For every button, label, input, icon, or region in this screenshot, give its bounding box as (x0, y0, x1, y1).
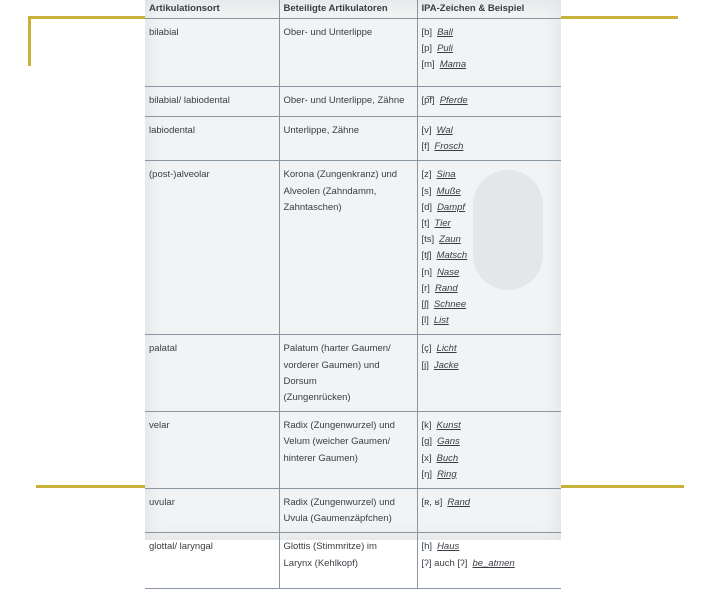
example-word: Kunst (436, 420, 461, 432)
table-row (145, 19, 561, 87)
example-word: Rand (434, 282, 458, 294)
table-row (145, 412, 561, 489)
example-word: Tier (434, 218, 451, 230)
example-word: Ball (437, 27, 453, 38)
place-cell: bilabial/ labiodental (145, 87, 279, 117)
articulators-cell (279, 335, 417, 412)
ipa-example-cell (417, 489, 561, 533)
ipa-symbol: [m] (421, 59, 435, 71)
table-body (145, 19, 561, 589)
table-row (145, 335, 561, 412)
ipa-example (422, 556, 558, 572)
ipa-example (422, 57, 558, 73)
ipa-symbol: [tʃ] (421, 250, 432, 262)
ipa-example-cell (417, 87, 561, 117)
example-word: Buch (436, 452, 459, 464)
ipa-example (422, 467, 558, 483)
ipa-symbol: [v] (421, 125, 432, 136)
example-word: Wal (436, 125, 453, 136)
slide-bottom-rule-right (560, 485, 684, 488)
ipa-symbol: [f] (421, 141, 430, 153)
ipa-example (422, 451, 558, 467)
ipa-symbol: [r] (421, 282, 430, 294)
articulators-line: Radix (Zungenwurzel) und (283, 420, 395, 432)
articulators-line: Palatum (harter Gaumen/ (283, 343, 391, 355)
place-cell: labiodental (145, 117, 279, 161)
articulators-cell (279, 117, 417, 161)
ipa-example (422, 539, 558, 555)
table-row (145, 533, 561, 589)
ipa-example (422, 265, 558, 281)
ipa-example (422, 200, 558, 216)
ipa-example (422, 184, 558, 200)
ipa-example (422, 139, 558, 155)
slide-bottom-rule-left (36, 485, 148, 488)
example-word: Licht (436, 343, 457, 355)
example-word: Zaun (439, 234, 461, 246)
ipa-example (422, 93, 558, 109)
articulators-line: Ober- und Unterlippe, Zähne (283, 95, 405, 106)
header-articulators: Beteiligte Artikulatoren (279, 0, 417, 19)
scanned-document (145, 0, 561, 569)
articulators-line: Korona (Zungenkranz) und (283, 169, 398, 181)
ipa-symbol: [k] (421, 420, 432, 432)
ipa-symbol: [s] (421, 185, 432, 197)
example-word: Rand (447, 497, 471, 509)
ipa-example (422, 341, 558, 357)
table-row (145, 161, 561, 335)
articulators-line: Zahntaschen) (283, 201, 342, 213)
ipa-symbol: [x] (421, 452, 432, 464)
example-word: Dampf (437, 201, 466, 213)
articulators-line: (Zungenrücken) (283, 392, 351, 404)
ipa-example (422, 248, 558, 264)
articulators-cell (279, 489, 417, 533)
ipa-symbol: [ts] (421, 234, 435, 246)
ipa-example (422, 232, 558, 248)
ipa-example-cell (417, 117, 561, 161)
articulators-line: Radix (Zungenwurzel) und (283, 497, 395, 509)
place-cell: uvular (145, 489, 279, 533)
ipa-example (422, 297, 558, 313)
example-word: Jacke (433, 359, 459, 371)
articulators-line: vorderer Gaumen) und Dorsum (283, 359, 380, 387)
example-word: Puli (437, 43, 453, 55)
articulators-cell (279, 19, 417, 87)
ipa-example (422, 313, 558, 329)
ipa-example (422, 167, 558, 183)
ipa-symbol: [p͡f] (421, 95, 435, 106)
ipa-symbol: [b] (421, 27, 433, 38)
ipa-symbol: [ʀ, ʁ] (421, 497, 443, 509)
example-word: Schnee (433, 299, 467, 311)
ipa-symbol: [g] (421, 436, 433, 448)
header-ipa-example: IPA-Zeichen & Beispiel (417, 0, 561, 19)
example-word: Ring (437, 468, 457, 480)
articulators-line: hinterer Gaumen) (283, 452, 358, 464)
ipa-example-cell (417, 335, 561, 412)
example-word: Nase (437, 266, 460, 278)
example-word: Muße (436, 185, 461, 197)
ipa-example (422, 25, 558, 41)
articulators-line: Uvula (Gaumenzäpfchen) (283, 513, 392, 525)
ipa-symbol: [l] (421, 315, 429, 327)
ipa-example (422, 216, 558, 232)
ipa-symbol: [ʃ] (421, 299, 429, 311)
table-row (145, 117, 561, 161)
ipa-example-cell (417, 19, 561, 87)
ipa-example-cell (417, 161, 561, 335)
table-row (145, 489, 561, 533)
example-word: Gans (437, 436, 460, 448)
place-cell: glottal/ laryngal (145, 533, 279, 589)
example-word: Matsch (436, 250, 468, 262)
articulators-cell (279, 412, 417, 489)
ipa-symbol: [p] (421, 43, 433, 55)
ipa-example (422, 434, 558, 450)
table-header-row (145, 0, 561, 19)
place-cell: bilabial (145, 19, 279, 87)
ipa-symbol: [ç] (421, 343, 432, 355)
articulators-line: Ober- und Unterlippe (283, 27, 373, 38)
ipa-example-cell (417, 533, 561, 589)
example-word: Haus (437, 541, 460, 553)
articulators-line: Velum (weicher Gaumen/ (283, 436, 391, 448)
ipa-example (422, 418, 558, 434)
example-word: Mama (439, 59, 467, 71)
ipa-example (422, 495, 558, 511)
articulation-table (145, 0, 561, 589)
place-cell: (post-)alveolar (145, 161, 279, 335)
ipa-symbol: [ʔ] auch [ʔ] (421, 557, 468, 569)
articulators-line: Alveolen (Zahndamm, (283, 185, 377, 197)
articulators-line: Unterlippe, Zähne (283, 125, 360, 136)
ipa-example (422, 281, 558, 297)
slide-left-rule (28, 16, 31, 66)
example-word: List (433, 315, 449, 327)
ipa-example (422, 123, 558, 139)
ipa-symbol: [z] (421, 169, 432, 181)
header-place: Artikulationsort (145, 0, 279, 19)
articulators-cell (279, 533, 417, 589)
ipa-symbol: [h] (421, 541, 433, 553)
ipa-symbol: [ŋ] (421, 468, 433, 480)
place-cell: velar (145, 412, 279, 489)
articulators-line: Glottis (Stimmritze) im (283, 541, 377, 553)
ipa-symbol: [j] (421, 359, 429, 371)
articulators-cell (279, 87, 417, 117)
table-row (145, 87, 561, 117)
example-word: be_atmen (472, 557, 515, 569)
articulators-line: Larynx (Kehlkopf) (283, 557, 358, 569)
place-cell: palatal (145, 335, 279, 412)
ipa-example (422, 358, 558, 374)
ipa-example-cell (417, 412, 561, 489)
example-word: Frosch (434, 141, 464, 153)
ipa-symbol: [d] (421, 201, 433, 213)
example-word: Pferde (439, 95, 468, 106)
articulators-cell (279, 161, 417, 335)
ipa-symbol: [n] (421, 266, 433, 278)
example-word: Sina (436, 169, 456, 181)
ipa-example (422, 41, 558, 57)
ipa-symbol: [t] (421, 218, 430, 230)
